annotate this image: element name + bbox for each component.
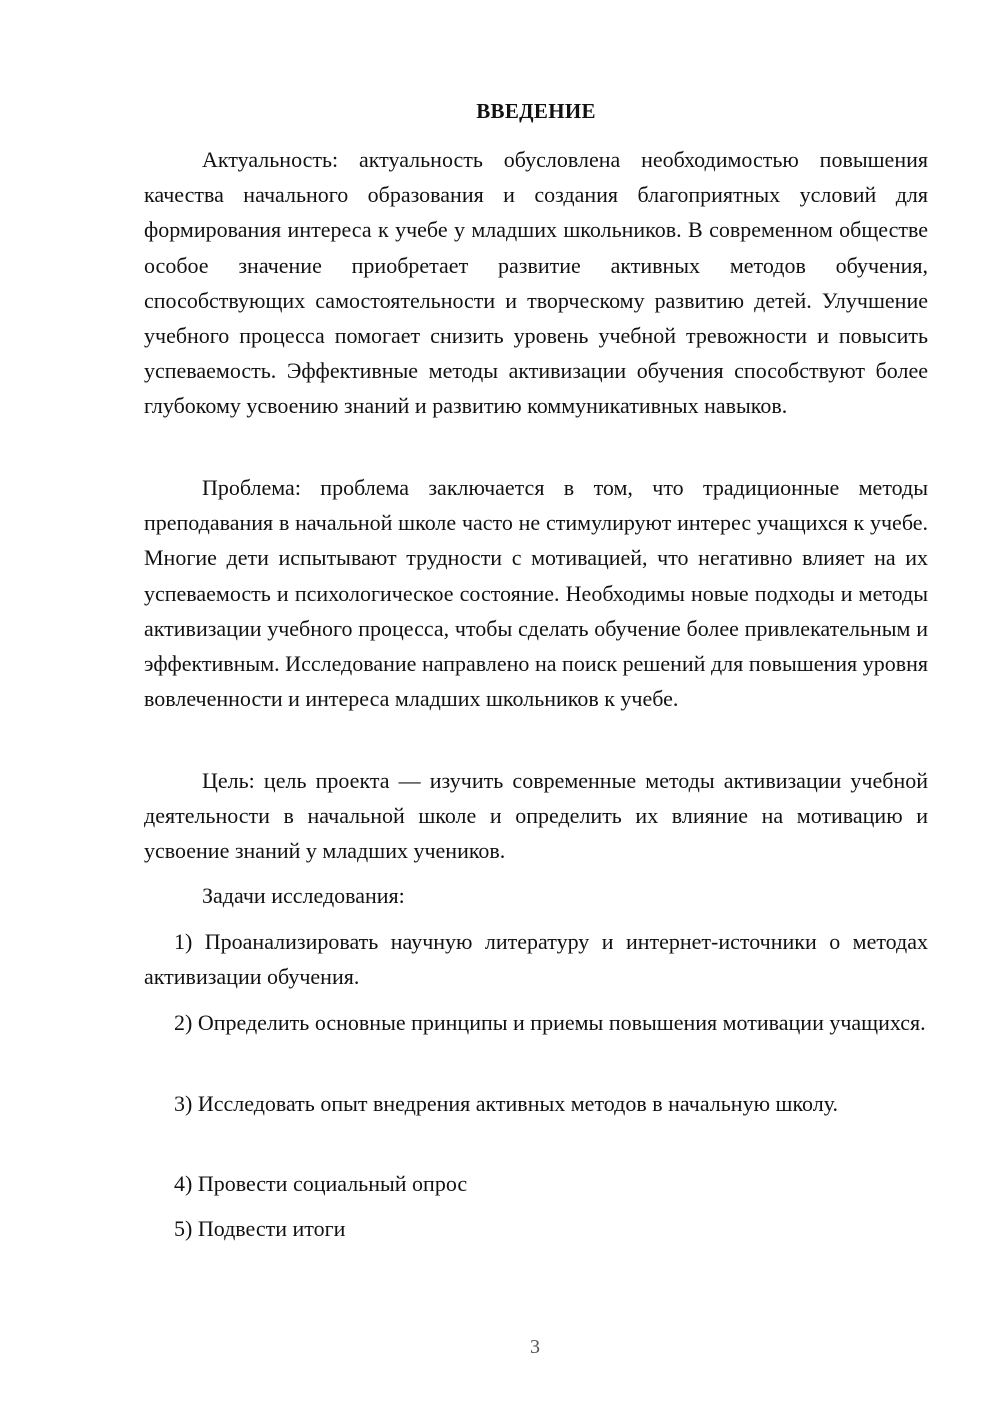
section-heading: ВВЕДЕНИЕ xyxy=(476,99,596,123)
page-number: 3 xyxy=(530,1336,540,1358)
task-item-2: 2) Определить основные принципы и приемы повышения мотивации учащихся. xyxy=(174,1010,926,1035)
relevance-paragraph: Актуальность: актуальность обусловлена необходимостью повышения качества начального образования и создания благоприятных условий для формирования интереса к учебе у младших школьников. В современном обществе особое значение приобретает развитие активных методов обучения, способствующих самостоятельности и творческому развитию детей. Улучшение учебного процесса помогает снизить уровень учебной тревожности и повысить успеваемость. Эффективные методы активизации обучения способствуют более глубокому усвоению знаний и развитию коммуникативных навыков. xyxy=(144,147,928,419)
task-item-5: 5) Подвести итоги xyxy=(174,1216,346,1241)
goal-paragraph: Цель: цель проекта — изучить современные методы активизации учебной деятельности в начальной школе и определить их влияние на мотивацию и усвоение знаний у младших учеников. xyxy=(144,768,928,864)
tasks-title: Задачи исследования: xyxy=(202,883,405,908)
task-item-4: 4) Провести социальный опрос xyxy=(174,1171,468,1196)
task-item-3: 3) Исследовать опыт внедрения активных методов в начальную школу. xyxy=(174,1091,838,1116)
problem-paragraph: Проблема: проблема заключается в том, что традиционные методы преподавания в начальной школе часто не стимулируют интерес учащихся к учебе. Многие дети испытывают трудности с мотивацией, что негативно влияет на их успеваемость и психологическое состояние. Необходимы новые подходы и методы активизации учебного процесса, чтобы сделать обучение более привлекательным и эффективным. Исследование направлено на поиск решений для повышения уровня вовлеченности и интереса младших школьников к учебе. xyxy=(144,475,928,712)
task-item-1: 1) Проанализировать научную литературу и интернет-источники о методах активизации обучения. xyxy=(144,929,928,990)
